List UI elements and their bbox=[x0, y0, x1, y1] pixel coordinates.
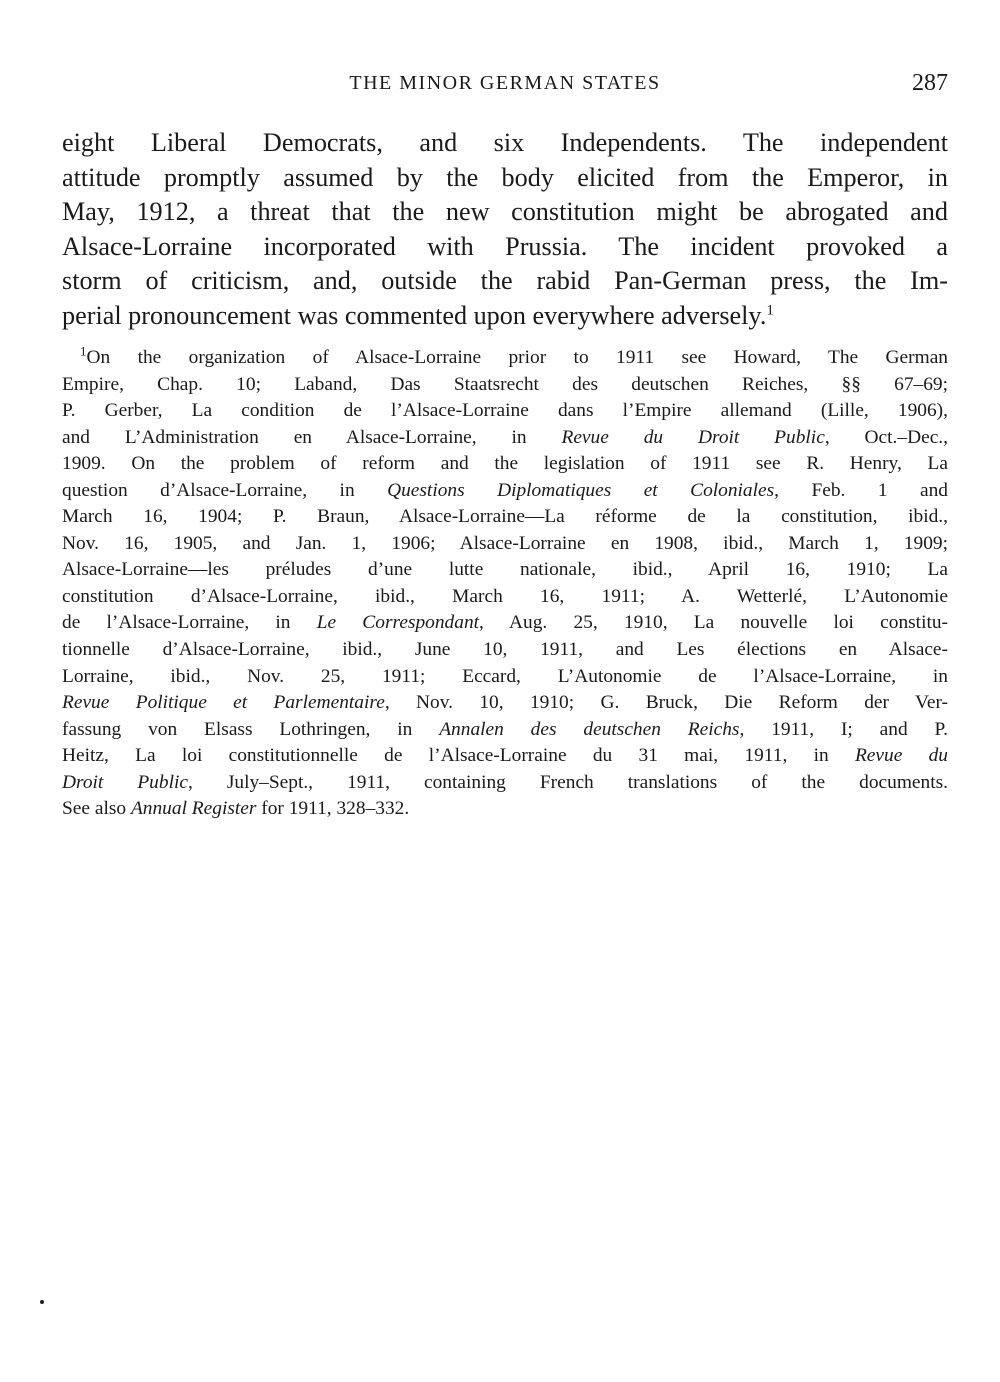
footnote-line bbox=[62, 531, 948, 558]
body-line: storm of criticism, and, outside the rabid Pan-German press, the Im- bbox=[62, 266, 948, 296]
footnote-line bbox=[62, 610, 948, 637]
footnote-line bbox=[62, 717, 948, 744]
italic-title: Droit Public bbox=[62, 771, 188, 793]
footnote-reference: 1 bbox=[766, 302, 774, 319]
footnote-text: P. Gerber, La condition de l’Alsace-Lorraine dans l’Empire allemand (Lille, 1906), bbox=[62, 400, 948, 422]
footnote-line bbox=[62, 345, 948, 372]
footnote-text: question d’Alsace-Lorraine, in bbox=[62, 479, 388, 501]
footnote-text: , Aug. 25, 1910, La nouvelle loi constitu- bbox=[479, 612, 948, 634]
footnote-text: On the organization of Alsace-Lorraine prior to 1911 see Howard, The German bbox=[86, 347, 948, 368]
footnote-text: and L’Administration en Alsace-Lorraine, in bbox=[62, 426, 562, 448]
footnote-line bbox=[62, 478, 948, 505]
footnote-line bbox=[62, 743, 948, 770]
footnote-line bbox=[62, 796, 948, 823]
italic-title: Revue du bbox=[854, 745, 948, 767]
footnote-text: , Feb. 1 and bbox=[774, 479, 948, 501]
footnote-line bbox=[62, 584, 948, 611]
footnote-line bbox=[62, 398, 948, 425]
italic-title: Revue Politique et Parlementaire bbox=[62, 692, 385, 714]
footnote-line bbox=[62, 690, 948, 717]
footnote-line bbox=[62, 637, 948, 664]
footnote-line bbox=[62, 664, 948, 691]
footnote-text: tionnelle d’Alsace-Lorraine, ibid., June 10, 1911, and Les élections en Alsace- bbox=[62, 639, 948, 661]
footnote-text: Empire, Chap. 10; Laband, Das Staatsrecht des deutschen Reiches, §§ 67–69; bbox=[62, 373, 948, 395]
footnote-text: constitution d’Alsace-Lorraine, ibid., March 16, 1911; A. Wetterlé, L’Autonomie bbox=[62, 585, 948, 607]
footnote-text: fassung von Elsass Lothringen, in bbox=[62, 718, 440, 740]
footnote-text: Nov. 16, 1905, and Jan. 1, 1906; Alsace-Lorraine en 1908, ibid., March 1, 1909; bbox=[62, 532, 948, 554]
footnote-marker: 1 bbox=[80, 343, 87, 359]
italic-title: Questions Diplomatiques et Coloniales bbox=[387, 479, 775, 501]
italic-title: Revue du Droit Public bbox=[561, 426, 825, 448]
body-line: attitude promptly assumed by the body elicited from the Emperor, in bbox=[62, 162, 948, 192]
body-paragraph bbox=[62, 126, 948, 334]
footnote-text: , July–Sept., 1911, containing French translations of the documents. bbox=[187, 771, 948, 793]
footnote-line bbox=[62, 770, 948, 797]
italic-title: Le Correspondant bbox=[316, 612, 480, 634]
footnote-text: , Nov. 10, 1910; G. Bruck, Die Reform der Ver- bbox=[384, 692, 948, 714]
footnote-text: Lorraine, ibid., Nov. 25, 1911; Eccard, L’Autonomie de l’Alsace-Lorraine, in bbox=[62, 665, 948, 687]
footnote-text: See also bbox=[62, 798, 131, 820]
footnote-text: Heitz, La loi constitutionnelle de l’Alsace-Lorraine du 31 mai, 1911, in bbox=[62, 745, 855, 767]
footnote-text: , Oct.–Dec., bbox=[824, 426, 948, 448]
running-title: THE MINOR GERMAN STATES bbox=[349, 72, 661, 94]
footnote-text: March 16, 1904; P. Braun, Alsace-Lorraine—La réforme de la constitution, ibid., bbox=[62, 506, 948, 528]
footnote bbox=[62, 345, 948, 823]
footnote-line bbox=[62, 372, 948, 399]
footnote-text: Alsace-Lorraine—les préludes d’une lutte nationale, ibid., April 16, 1910; La bbox=[62, 559, 948, 581]
body-line: May, 1912, a threat that the new constitution might be abrogated and bbox=[62, 197, 948, 227]
footnote-text: for 1911, 328–332. bbox=[256, 798, 410, 820]
body-line: Alsace-Lorraine incorporated with Prussia. The incident provoked a bbox=[62, 231, 948, 261]
footnote-text: 1909. On the problem of reform and the legislation of 1911 see R. Henry, La bbox=[62, 453, 948, 475]
page-number: 287 bbox=[912, 70, 948, 96]
footnote-text: , 1911, I; and P. bbox=[739, 718, 949, 740]
footnote-line bbox=[62, 451, 948, 478]
footnote-line bbox=[62, 504, 948, 531]
body-line bbox=[62, 299, 948, 334]
italic-title: Annual Register bbox=[130, 798, 257, 820]
body-line: eight Liberal Democrats, and six Independents. The independent bbox=[62, 128, 948, 157]
footnote-text: de l’Alsace-Lorraine, in bbox=[62, 612, 317, 634]
italic-title: Annalen des deutschen Reichs bbox=[439, 718, 740, 740]
stray-mark bbox=[40, 1300, 44, 1304]
running-head bbox=[62, 66, 948, 100]
body-line-text: perial pronouncement was commented upon everywhere adversely. bbox=[62, 300, 767, 330]
footnote-line bbox=[62, 425, 948, 452]
footnote-line bbox=[62, 557, 948, 584]
